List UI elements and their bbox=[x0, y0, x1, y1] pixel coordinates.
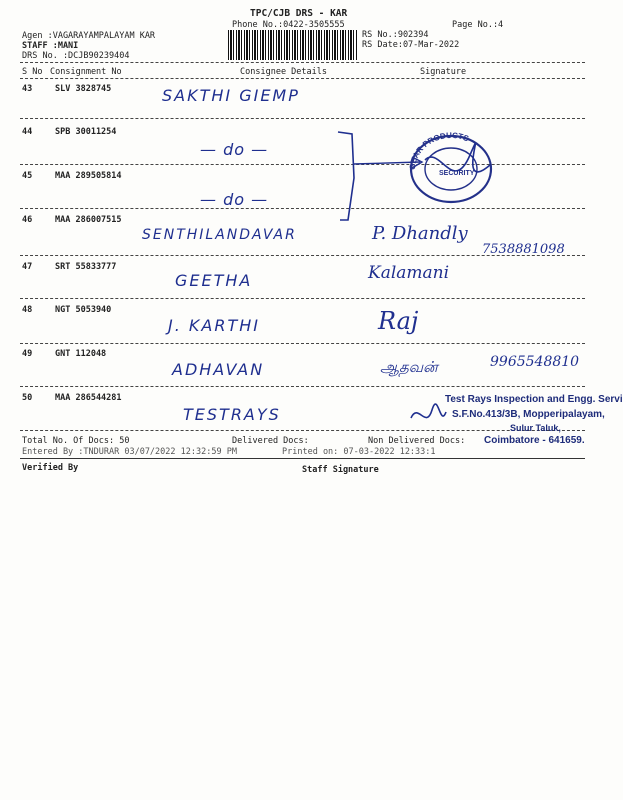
round-company-stamp bbox=[395, 125, 505, 205]
stamp-line: Sulur Taluk, bbox=[510, 423, 561, 433]
col-details: Consignee Details bbox=[240, 67, 327, 77]
consignee-handwritten: TESTRAYS bbox=[183, 405, 281, 424]
total-docs: Total No. Of Docs: 50 bbox=[22, 436, 130, 446]
delivered-docs: Delivered Docs: bbox=[232, 436, 309, 446]
row-divider bbox=[20, 298, 585, 299]
row-consignment: MAA 286544281 bbox=[55, 393, 122, 403]
drs-title: TPC/CJB DRS - KAR bbox=[250, 8, 348, 19]
staff-name: STAFF :MANI bbox=[22, 41, 79, 51]
row-divider bbox=[20, 208, 585, 209]
consignee-handwritten: SENTHILANDAVAR bbox=[142, 227, 297, 243]
verified-by: Verified By bbox=[22, 463, 79, 473]
agent-name: Agen :VAGARAYAMPALAYAM KAR bbox=[22, 31, 156, 41]
col-sno: S No bbox=[22, 67, 43, 77]
row-divider bbox=[20, 343, 585, 344]
row-consignment: SLV 3828745 bbox=[55, 84, 112, 94]
stamp-line: Test Rays Inspection and Engg. Servi bbox=[445, 394, 623, 405]
rs-date: RS Date:07-Mar-2022 bbox=[362, 40, 460, 50]
row-sno: 46 bbox=[22, 215, 33, 225]
stamp-line: Coimbatore - 641659. bbox=[484, 435, 585, 446]
consignee-handwritten: GEETHA bbox=[175, 271, 253, 290]
entered-by: Entered By :TNDURAR 03/07/2022 12:32:59 PM bbox=[22, 447, 237, 457]
page-number: Page No.:4 bbox=[452, 20, 504, 30]
row-consignment: NGT 5053940 bbox=[55, 305, 112, 315]
row-sno: 44 bbox=[22, 127, 33, 137]
row-consignment: MAA 286007515 bbox=[55, 215, 122, 225]
rs-number: RS No.:902394 bbox=[362, 30, 429, 40]
stamp-signature-scribble bbox=[408, 400, 448, 430]
drs-number: DRS No. :DCJB90239404 bbox=[22, 51, 130, 61]
receiver-phone: 7538881098 bbox=[482, 242, 565, 257]
row-sno: 43 bbox=[22, 84, 33, 94]
row-consignment: GNT 112048 bbox=[55, 349, 107, 359]
row-divider bbox=[20, 430, 585, 431]
staff-signature: Staff Signature bbox=[302, 465, 379, 475]
footer-divider bbox=[20, 458, 585, 459]
receiver-signature: Raj bbox=[378, 307, 419, 335]
col-signature: Signature bbox=[420, 67, 467, 77]
row-sno: 49 bbox=[22, 349, 33, 359]
non-delivered-docs: Non Delivered Docs: bbox=[368, 436, 466, 446]
stamp-ring-text: GEAR PRODUCTS bbox=[407, 130, 470, 171]
row-consignment: MAA 289505814 bbox=[55, 171, 122, 181]
consignee-handwritten: — do — bbox=[200, 190, 269, 209]
row-divider bbox=[20, 386, 585, 387]
phone-number: Phone No.:0422-3505555 bbox=[232, 20, 345, 30]
consignee-handwritten: SAKTHI GIEMP bbox=[162, 86, 300, 105]
divider bbox=[20, 78, 585, 79]
row-sno: 48 bbox=[22, 305, 33, 315]
consignee-handwritten: J. KARTHI bbox=[168, 316, 260, 335]
row-divider bbox=[20, 118, 585, 119]
divider bbox=[20, 62, 585, 63]
receiver-phone: 9965548810 bbox=[490, 354, 580, 370]
row-sno: 45 bbox=[22, 171, 33, 181]
consignee-handwritten: ADHAVAN bbox=[172, 360, 265, 379]
row-consignment: SPB 30011254 bbox=[55, 127, 117, 137]
col-consignment: Consignment No bbox=[50, 67, 122, 77]
consignee-handwritten: — do — bbox=[200, 140, 269, 159]
receiver-signature: Kalamani bbox=[368, 263, 450, 283]
row-consignment: SRT 55833777 bbox=[55, 262, 117, 272]
stamp-inner-text: SECURITY bbox=[439, 170, 475, 177]
barcode bbox=[228, 30, 358, 60]
receiver-signature: P. Dhandly bbox=[372, 223, 468, 244]
row-sno: 50 bbox=[22, 393, 33, 403]
printed-on: Printed on: 07-03-2022 12:33:1 bbox=[282, 447, 436, 457]
receiver-signature: ஆதவன் bbox=[380, 358, 438, 376]
row-divider bbox=[20, 255, 585, 256]
row-sno: 47 bbox=[22, 262, 33, 272]
stamp-line: S.F.No.413/3B, Mopperipalayam, bbox=[452, 409, 605, 420]
